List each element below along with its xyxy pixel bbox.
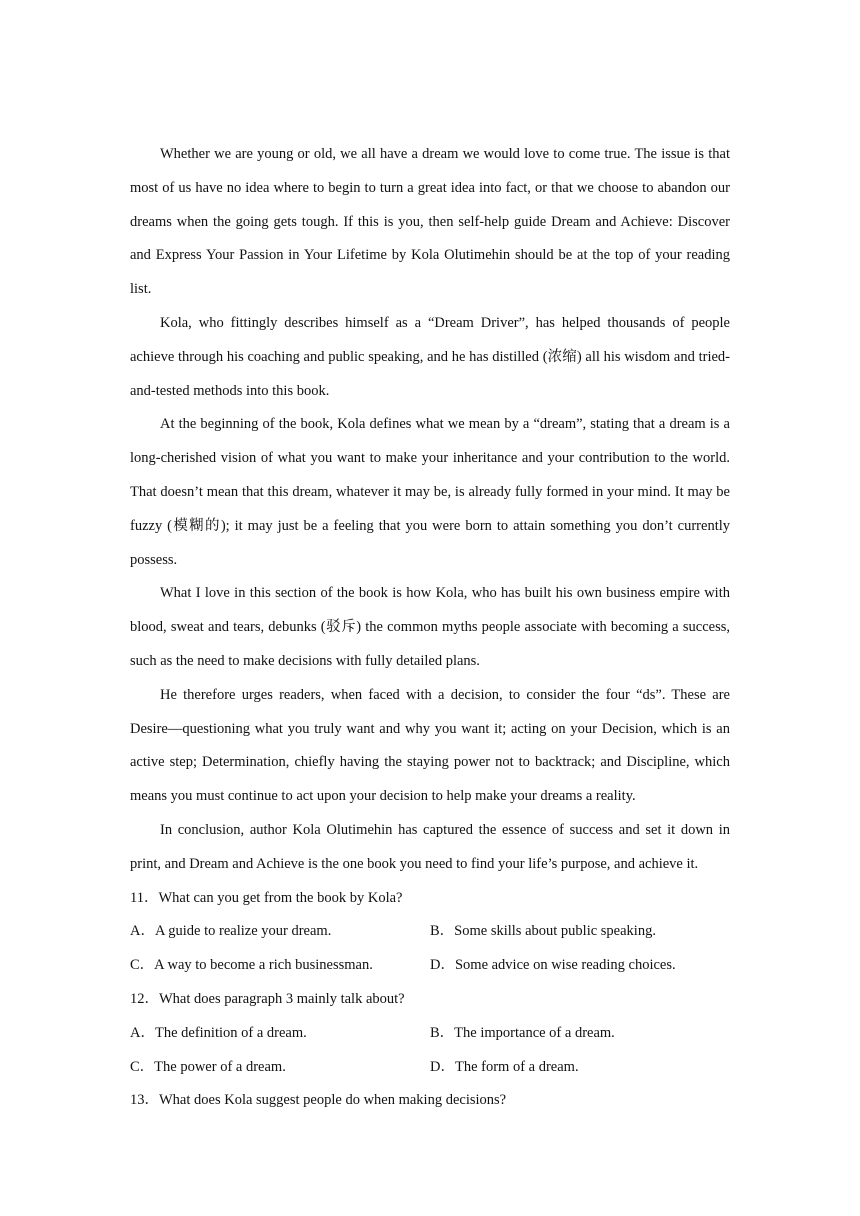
question-12-option-c: C．The power of a dream. (130, 1058, 286, 1075)
question-11-options-row-2 (130, 949, 730, 983)
question-12-option-d: D．The form of a dream. (430, 1058, 579, 1075)
document-content (130, 138, 730, 1118)
question-11-option-c: C．A way to become a rich businessman. (130, 957, 373, 974)
passage-paragraph-4: What I love in this section of the book is how Kola, who has built his own business empire with blood, sweat and tears, debunks (驳斥) the common myths people associate with becoming a success, such as the need to make decisions with fully detailed plans. (130, 585, 730, 669)
passage-paragraph-3: At the beginning of the book, Kola defines what we mean by a “dream”, stating that a dream is a long-cherished vision of what you want to make your inheritance and your contribution to the world. That doesn’t mean that this dream, whatever it may be, is already fully formed in your mind. It may be fuzzy (模糊的); it may just be a feeling that you were born to attain something you don’t currently possess. (130, 416, 730, 568)
question-12-option-a: A．The definition of a dream. (130, 1024, 307, 1041)
question-11-options-row-1 (130, 915, 730, 949)
passage-paragraph-6: In conclusion, author Kola Olutimehin has captured the essence of success and set it down in print, and Dream and Achieve is the one book you need to find your life’s purpose, and achieve it. (130, 821, 730, 872)
question-13-stem: 13．What does Kola suggest people do when making decisions? (130, 1092, 507, 1109)
question-12-options-row-2 (130, 1051, 730, 1085)
question-12-stem: 12．What does paragraph 3 mainly talk about? (130, 990, 405, 1007)
question-11-option-b: B．Some skills about public speaking. (430, 923, 656, 940)
question-12-option-b: B．The importance of a dream. (430, 1024, 615, 1041)
question-12-options-row-1 (130, 1017, 730, 1051)
question-11-stem: 11．What can you get from the book by Kola? (130, 889, 403, 906)
question-11-option-a: A．A guide to realize your dream. (130, 923, 332, 940)
passage-paragraph-1: Whether we are young or old, we all have a dream we would love to come true. The issue is that most of us have no idea where to begin to turn a great idea into fact, or that we choose to abandon our dreams when the going gets tough. If this is you, then self-help guide Dream and Achieve: Discover and Express Your Passion in Your Lifetime by Kola Olutimehin should be at the top of your reading list. (130, 146, 730, 298)
passage-paragraph-2: Kola, who fittingly describes himself as a “Dream Driver”, has helped thousands of people achieve through his coaching and public speaking, and he has distilled (浓缩) all his wisdom and tried-and-tested methods into this book. (130, 314, 730, 399)
passage-paragraph-5: He therefore urges readers, when faced with a decision, to consider the four “ds”. These are Desire—questioning what you truly want and why you want it; acting on your Decision, which is an active step; Determination, chiefly having the staying power not to backtrack; and Discipline, which means you must continue to act upon your decision to help make your dreams a reality. (130, 686, 730, 805)
question-11-option-d: D．Some advice on wise reading choices. (430, 957, 676, 974)
